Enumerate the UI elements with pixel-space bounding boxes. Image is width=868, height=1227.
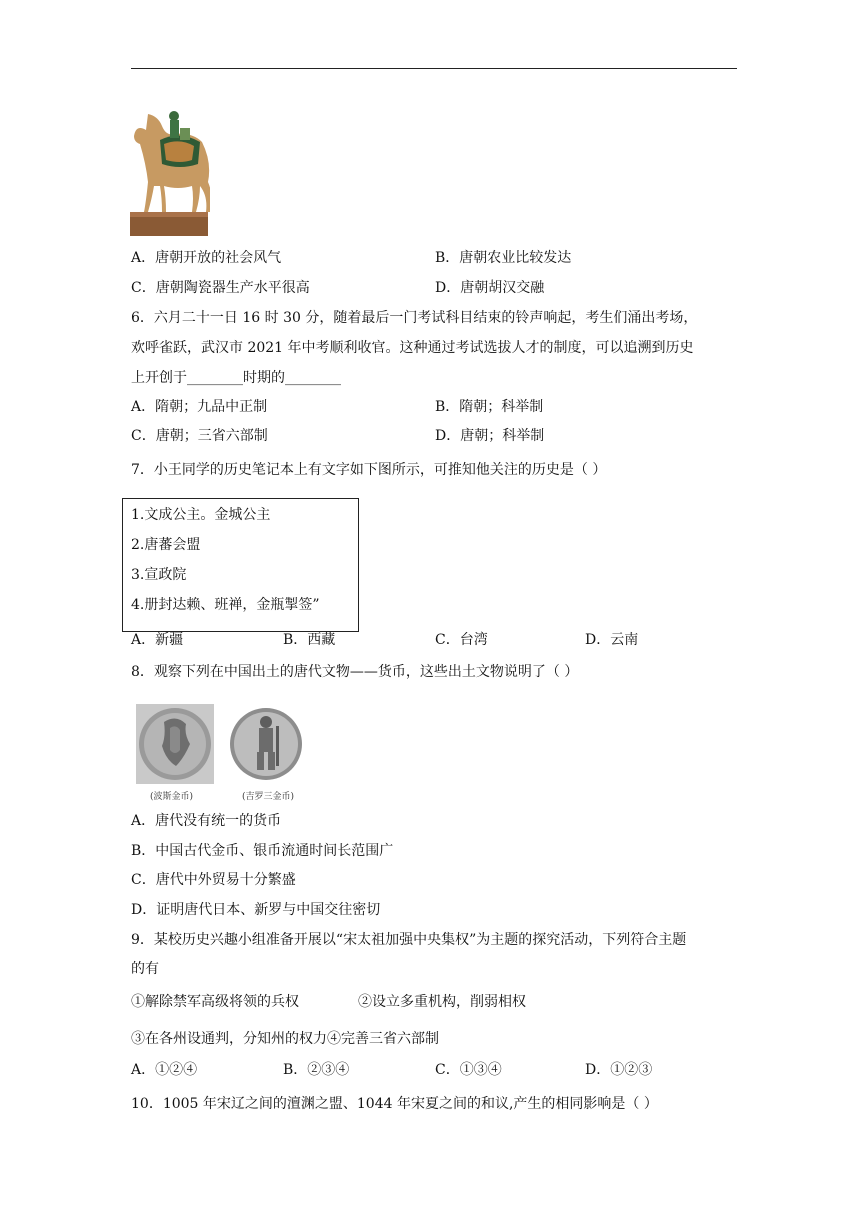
q8-stem: 8．观察下列在中国出土的唐代文物——货币，这些出土文物说明了（ ）: [131, 664, 579, 680]
q9-stem-line1: 9．某校历史兴趣小组准备开展以“宋太祖加强中央集权”为主题的探究活动，下列符合主题: [131, 932, 687, 948]
q10-stem: 10．1005 年宋辽之间的澶渊之盟、1044 年宋夏之间的和议,产生的相同影响是（ ）: [131, 1096, 658, 1112]
q6-option-a: A．隋朝；九品中正制: [131, 399, 268, 415]
q9-option-a: A．①②④: [131, 1062, 198, 1078]
header-rule: [131, 68, 737, 69]
q5-option-b: B．唐朝农业比较发达: [435, 250, 572, 266]
q7-note-2: 2.唐蕃会盟: [131, 537, 201, 553]
q7-stem: 7．小王同学的历史笔记本上有文字如下图所示，可推知他关注的历史是（ ）: [131, 462, 607, 478]
q7-note-4: 4.册封达赖、班禅，金瓶掣签”: [131, 597, 320, 613]
kidarite-gold-coin-image: [228, 704, 304, 784]
q9-item-3: ③在各州设通判，分知州的权力④完善三省六部制: [131, 1031, 439, 1047]
q9-item-2: ②设立多重机构，削弱相权: [358, 994, 526, 1010]
kidarite-coin-caption: (吉罗三金币): [242, 792, 295, 802]
q8-option-c: C．唐代中外贸易十分繁盛: [131, 872, 296, 888]
tang-camel-figurine-image: [128, 100, 210, 238]
q8-option-d: D．证明唐代日本、新罗与中国交往密切: [131, 902, 381, 918]
persian-gold-coin-image: [136, 704, 214, 784]
q7-option-c: C．台湾: [435, 632, 488, 648]
q7-note-3: 3.宣政院: [131, 567, 187, 583]
q9-option-d: D．①②③: [585, 1062, 653, 1078]
q6-option-c: C．唐朝；三省六部制: [131, 428, 268, 444]
q7-option-a: A．新疆: [131, 632, 184, 648]
q6-option-d: D．唐朝；科举制: [435, 428, 545, 444]
q5-option-a: A．唐朝开放的社会风气: [131, 250, 282, 266]
q6-stem-line1: 6．六月二十一日 16 时 30 分，随着最后一门考试科目结束的铃声响起，考生们涌出考场，: [131, 310, 698, 326]
q7-option-d: D．云南: [585, 632, 639, 648]
q9-stem-line2: 的有: [131, 961, 159, 977]
q6-stem-line2: 欢呼雀跃，武汉市 2021 年中考顺利收官。这种通过考试选拔人才的制度，可以追溯到历史: [131, 340, 694, 356]
q8-option-a: A．唐代没有统一的货币: [131, 813, 282, 829]
q9-option-b: B．②③④: [283, 1062, 350, 1078]
q8-option-b: B．中国古代金币、银币流通时间长范围广: [131, 843, 394, 859]
q9-option-c: C．①③④: [435, 1062, 502, 1078]
persian-coin-caption: (波斯金币): [150, 792, 194, 802]
q6-stem-line3: 上开创于________时期的________: [131, 370, 341, 386]
q7-option-b: B．西藏: [283, 632, 336, 648]
q5-option-c: C．唐朝陶瓷器生产水平很高: [131, 280, 310, 296]
q7-note-1: 1.文成公主。金城公主: [131, 507, 271, 523]
q5-option-d: D．唐朝胡汉交融: [435, 280, 545, 296]
q9-item-1: ①解除禁军高级将领的兵权: [131, 994, 299, 1010]
q7-notebook-box: [122, 498, 359, 632]
q6-option-b: B．隋朝；科举制: [435, 399, 544, 415]
